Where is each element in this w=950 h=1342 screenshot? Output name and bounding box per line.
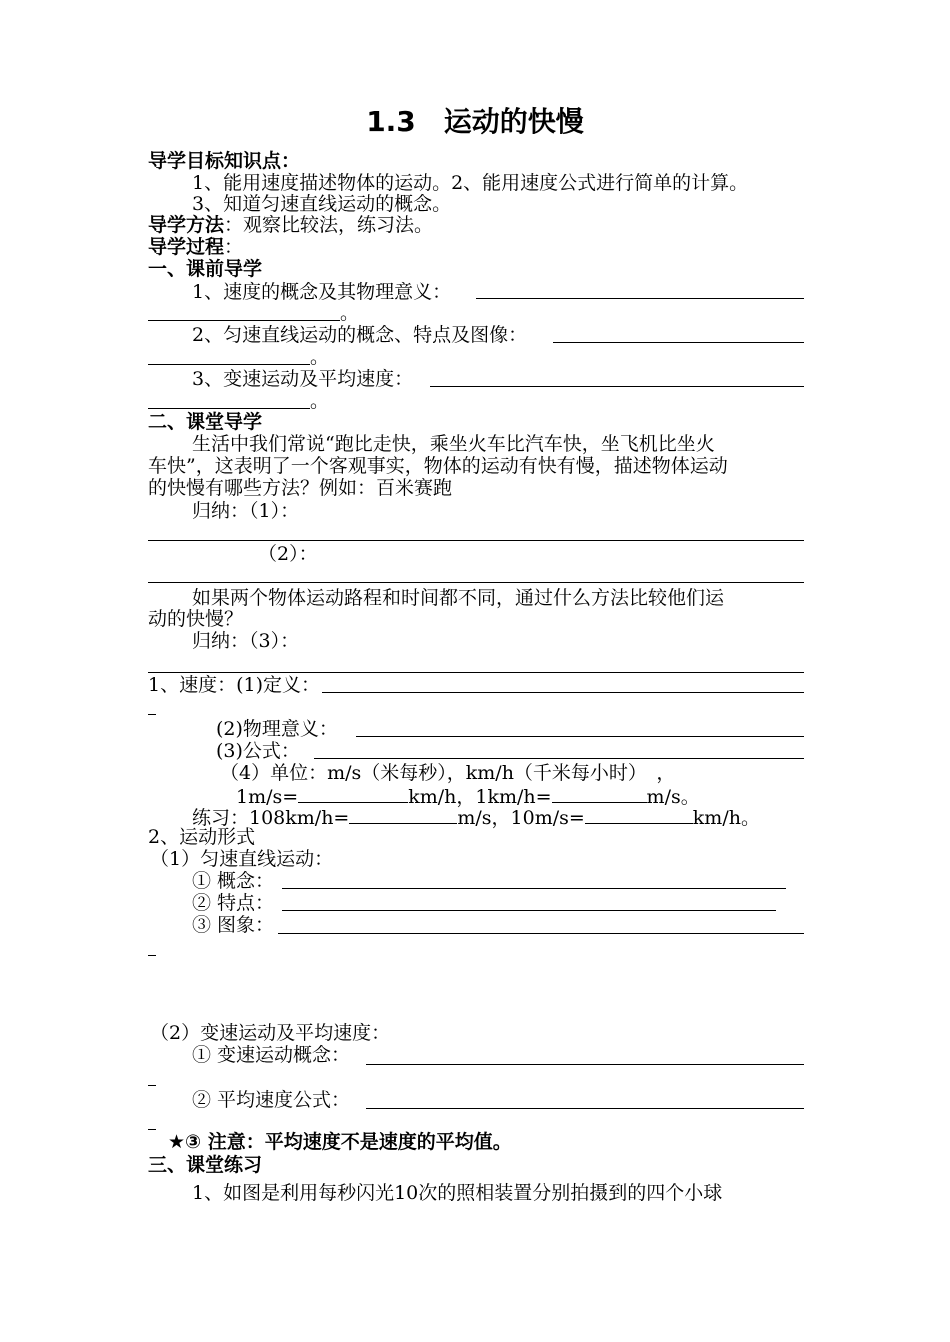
speed-meaning: (2)物理意义：: [216, 718, 338, 740]
answer-line[interactable]: [148, 320, 340, 321]
answer-line[interactable]: [148, 540, 804, 541]
method-text: ：观察比较法，练习法。: [224, 214, 434, 236]
uniform-concept: ① 概念：: [192, 870, 275, 892]
blank-field[interactable]: [349, 805, 457, 824]
summary-3: 归纳：（3）：: [192, 630, 300, 652]
answer-line[interactable]: [282, 888, 786, 889]
exercise-a: 练习：108km/h=: [192, 807, 350, 829]
period: 。: [310, 346, 330, 368]
section1-q2: 2、匀速直线运动的概念、特点及图像：: [192, 324, 528, 346]
answer-line-stub: [148, 1085, 156, 1086]
period: 。: [340, 302, 360, 324]
para1-line1: 生活中我们常说“跑比走快，乘坐火车比汽车快，坐飞机比坐火: [192, 433, 715, 455]
section1-heading: 一、课前导学: [148, 258, 263, 280]
goals-line-1: 1、能用速度描述物体的运动。2、能用速度公式进行简单的计算。: [192, 172, 749, 194]
conversion-a: 1m/s=: [236, 786, 299, 808]
goals-heading: 导学目标知识点：: [148, 150, 301, 172]
blank-field[interactable]: [585, 805, 693, 824]
answer-line[interactable]: [314, 758, 804, 759]
conversion-c: m/s。: [646, 786, 700, 808]
answer-line[interactable]: [148, 672, 804, 673]
goals-line-2: 3、知道匀速直线运动的概念。: [192, 193, 452, 215]
speed-definition: 1、速度：(1)定义：: [148, 674, 321, 696]
answer-line[interactable]: [282, 910, 776, 911]
summary-1: 归纳：（1）：: [192, 500, 300, 522]
answer-line[interactable]: [356, 736, 804, 737]
process-heading: 导学过程: [148, 236, 225, 258]
answer-line[interactable]: [476, 298, 804, 299]
speed-formula: (3)公式：: [216, 740, 300, 762]
uniform-heading: （1）匀速直线运动：: [150, 848, 334, 870]
answer-line[interactable]: [148, 582, 804, 583]
method-heading: 导学方法: [148, 214, 225, 236]
method-line: [148, 214, 433, 236]
para1-line2: 车快”，这表明了一个客观事实，物体的运动有快有慢，描述物体运动: [148, 455, 728, 477]
answer-line[interactable]: [148, 408, 310, 409]
para2-line2: 动的快慢？: [148, 608, 244, 630]
blank-field[interactable]: [552, 784, 647, 803]
uniform-graph: ③ 图象：: [192, 914, 275, 936]
answer-line[interactable]: [278, 933, 804, 934]
answer-line[interactable]: [148, 364, 310, 365]
conversion-b: km/h，1km/h=: [408, 786, 552, 808]
answer-line[interactable]: [366, 1064, 804, 1065]
para1-line3: 的快慢有哪些方法？例如：百米赛跑: [148, 477, 453, 499]
answer-line[interactable]: [553, 342, 804, 343]
note-line: ★③ 注意：平均速度不是速度的平均值。: [168, 1131, 512, 1153]
page-title: 1.3 运动的快慢: [366, 105, 584, 138]
variable-concept: ① 变速运动概念：: [192, 1044, 351, 1066]
speed-unit: （4）单位：m/s（米每秒），km/h（千米每小时） ，: [220, 762, 676, 784]
summary-2: （2）：: [258, 543, 318, 565]
process-line: [148, 236, 243, 258]
exercise-b: m/s，10m/s=: [457, 807, 585, 829]
exercise-line: [192, 805, 760, 829]
section3-q1: 1、如图是利用每秒闪光10次的照相装置分别拍摄到的四个小球: [192, 1182, 723, 1204]
blank-field[interactable]: [298, 784, 408, 803]
process-colon: ：: [224, 236, 244, 258]
answer-line[interactable]: [366, 1108, 804, 1109]
exercise-c: km/h。: [692, 807, 760, 829]
answer-line[interactable]: [322, 692, 804, 693]
average-speed-formula: ② 平均速度公式：: [192, 1089, 351, 1111]
answer-line[interactable]: [430, 386, 804, 387]
answer-line-stub: [148, 1129, 156, 1130]
section1-q3: 3、变速运动及平均速度：: [192, 368, 414, 390]
period: 。: [310, 390, 330, 412]
answer-line-stub: [148, 714, 156, 715]
answer-line-stub: [148, 955, 156, 956]
motion-heading: 2、运动形式: [148, 826, 256, 848]
section3-heading: 三、课堂练习: [148, 1154, 263, 1176]
section1-q1: 1、速度的概念及其物理意义：: [192, 281, 452, 303]
variable-heading: （2）变速运动及平均速度：: [150, 1022, 391, 1044]
section2-heading: 二、课堂导学: [148, 411, 263, 433]
uniform-feature: ② 特点：: [192, 892, 275, 914]
para2-line1: 如果两个物体运动路程和时间都不同，通过什么方法比较他们运: [192, 587, 725, 609]
